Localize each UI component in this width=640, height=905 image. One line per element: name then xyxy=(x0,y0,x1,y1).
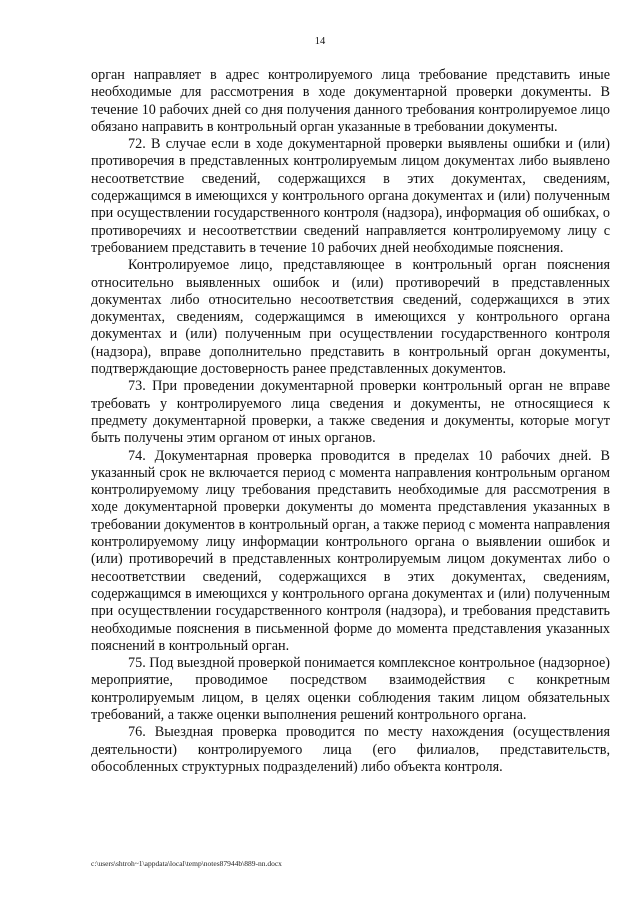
paragraph-72: 72. В случае если в ходе документарной проверки выявлены ошибки и (или) противоречия в представленных контролируемым лицом документах либо выявлено несоответствие сведений, содержащихся в этих документах, сведениям, содержащимся в имеющихся у контрольного органа документах и (или) полученным при осуществлении государственного контроля (надзора), информация об ошибках, о противоречиях и несоответствии сведений направляется контролируемому лицу с требованием представить в течение 10 рабочих дней необходимые пояснения. xyxy=(91,136,610,256)
document-body xyxy=(91,67,610,776)
paragraph-72-explanation: Контролируемое лицо, представляющее в контрольный орган пояснения относительно выявленных ошибок и (или) противоречий в представленных документах либо относительно несоответствия сведений, содержащихся в этих документах, сведениям, содержащимся в имеющихся у контрольного органа документах и (или) полученным при осуществлении государственного контроля (надзора), вправе дополнительно представить в контрольный орган документы, подтверждающие достоверность ранее представленных документов. xyxy=(91,257,610,378)
paragraph-74: 74. Документарная проверка проводится в пределах 10 рабочих дней. В указанный срок не включается период с момента направления контрольным органом контролируемому лицу требования представить необходимые для рассмотрения в ходе документарной проверки документы до момента представления указанных в требовании документов в контрольный орган, а также период с момента направления контролируемому лицу информации контрольного органа о выявлении ошибок и (или) противоречий в представленных контролируемым лицом документах либо о несоответствии сведений, содержащихся в этих документах, сведениям, содержащимся в имеющихся у контрольного органа документах и (или) полученным при осуществлении государственного контроля (надзора), и требования представить необходимые пояснения в письменной форме до момента представления указанных пояснений в контрольный орган. xyxy=(91,447,610,654)
page-number: 14 xyxy=(314,36,326,47)
paragraph-75: 75. Под выездной проверкой понимается комплексное контрольное (надзорное) мероприятие, проводимое посредством взаимодействия с конкретным контролируемым лицом, в целях оценки соблюдения таким лицом обязательных требований, а также оценки выполнения решений контрольного органа. xyxy=(91,655,610,723)
paragraph-76: 76. Выездная проверка проводится по месту нахождения (осуществления деятельности) контролируемого лица (его филиалов, представительств, обособленных структурных подразделений) либо объекта контроля. xyxy=(91,724,610,775)
paragraph-73: 73. При проведении документарной проверки контрольный орган не вправе требовать у контролируемого лица сведения и документы, не относящиеся к предмету документарной проверки, а также сведения и документы, которые могут быть получены этим органом от иных органов. xyxy=(91,378,610,447)
paragraph-continuation: орган направляет в адрес контролируемого лица требование представить иные необходимые для рассмотрения в ходе документарной проверки документы. В течение 10 рабочих дней со дня получения данного требования контролируемое лицо обязано направить в контрольный орган указанные в требовании документы. xyxy=(91,67,610,135)
footer-file-path: c:\users\shtroh~1\appdata\local\temp\notes87944b\889-nn.docx xyxy=(91,859,282,868)
